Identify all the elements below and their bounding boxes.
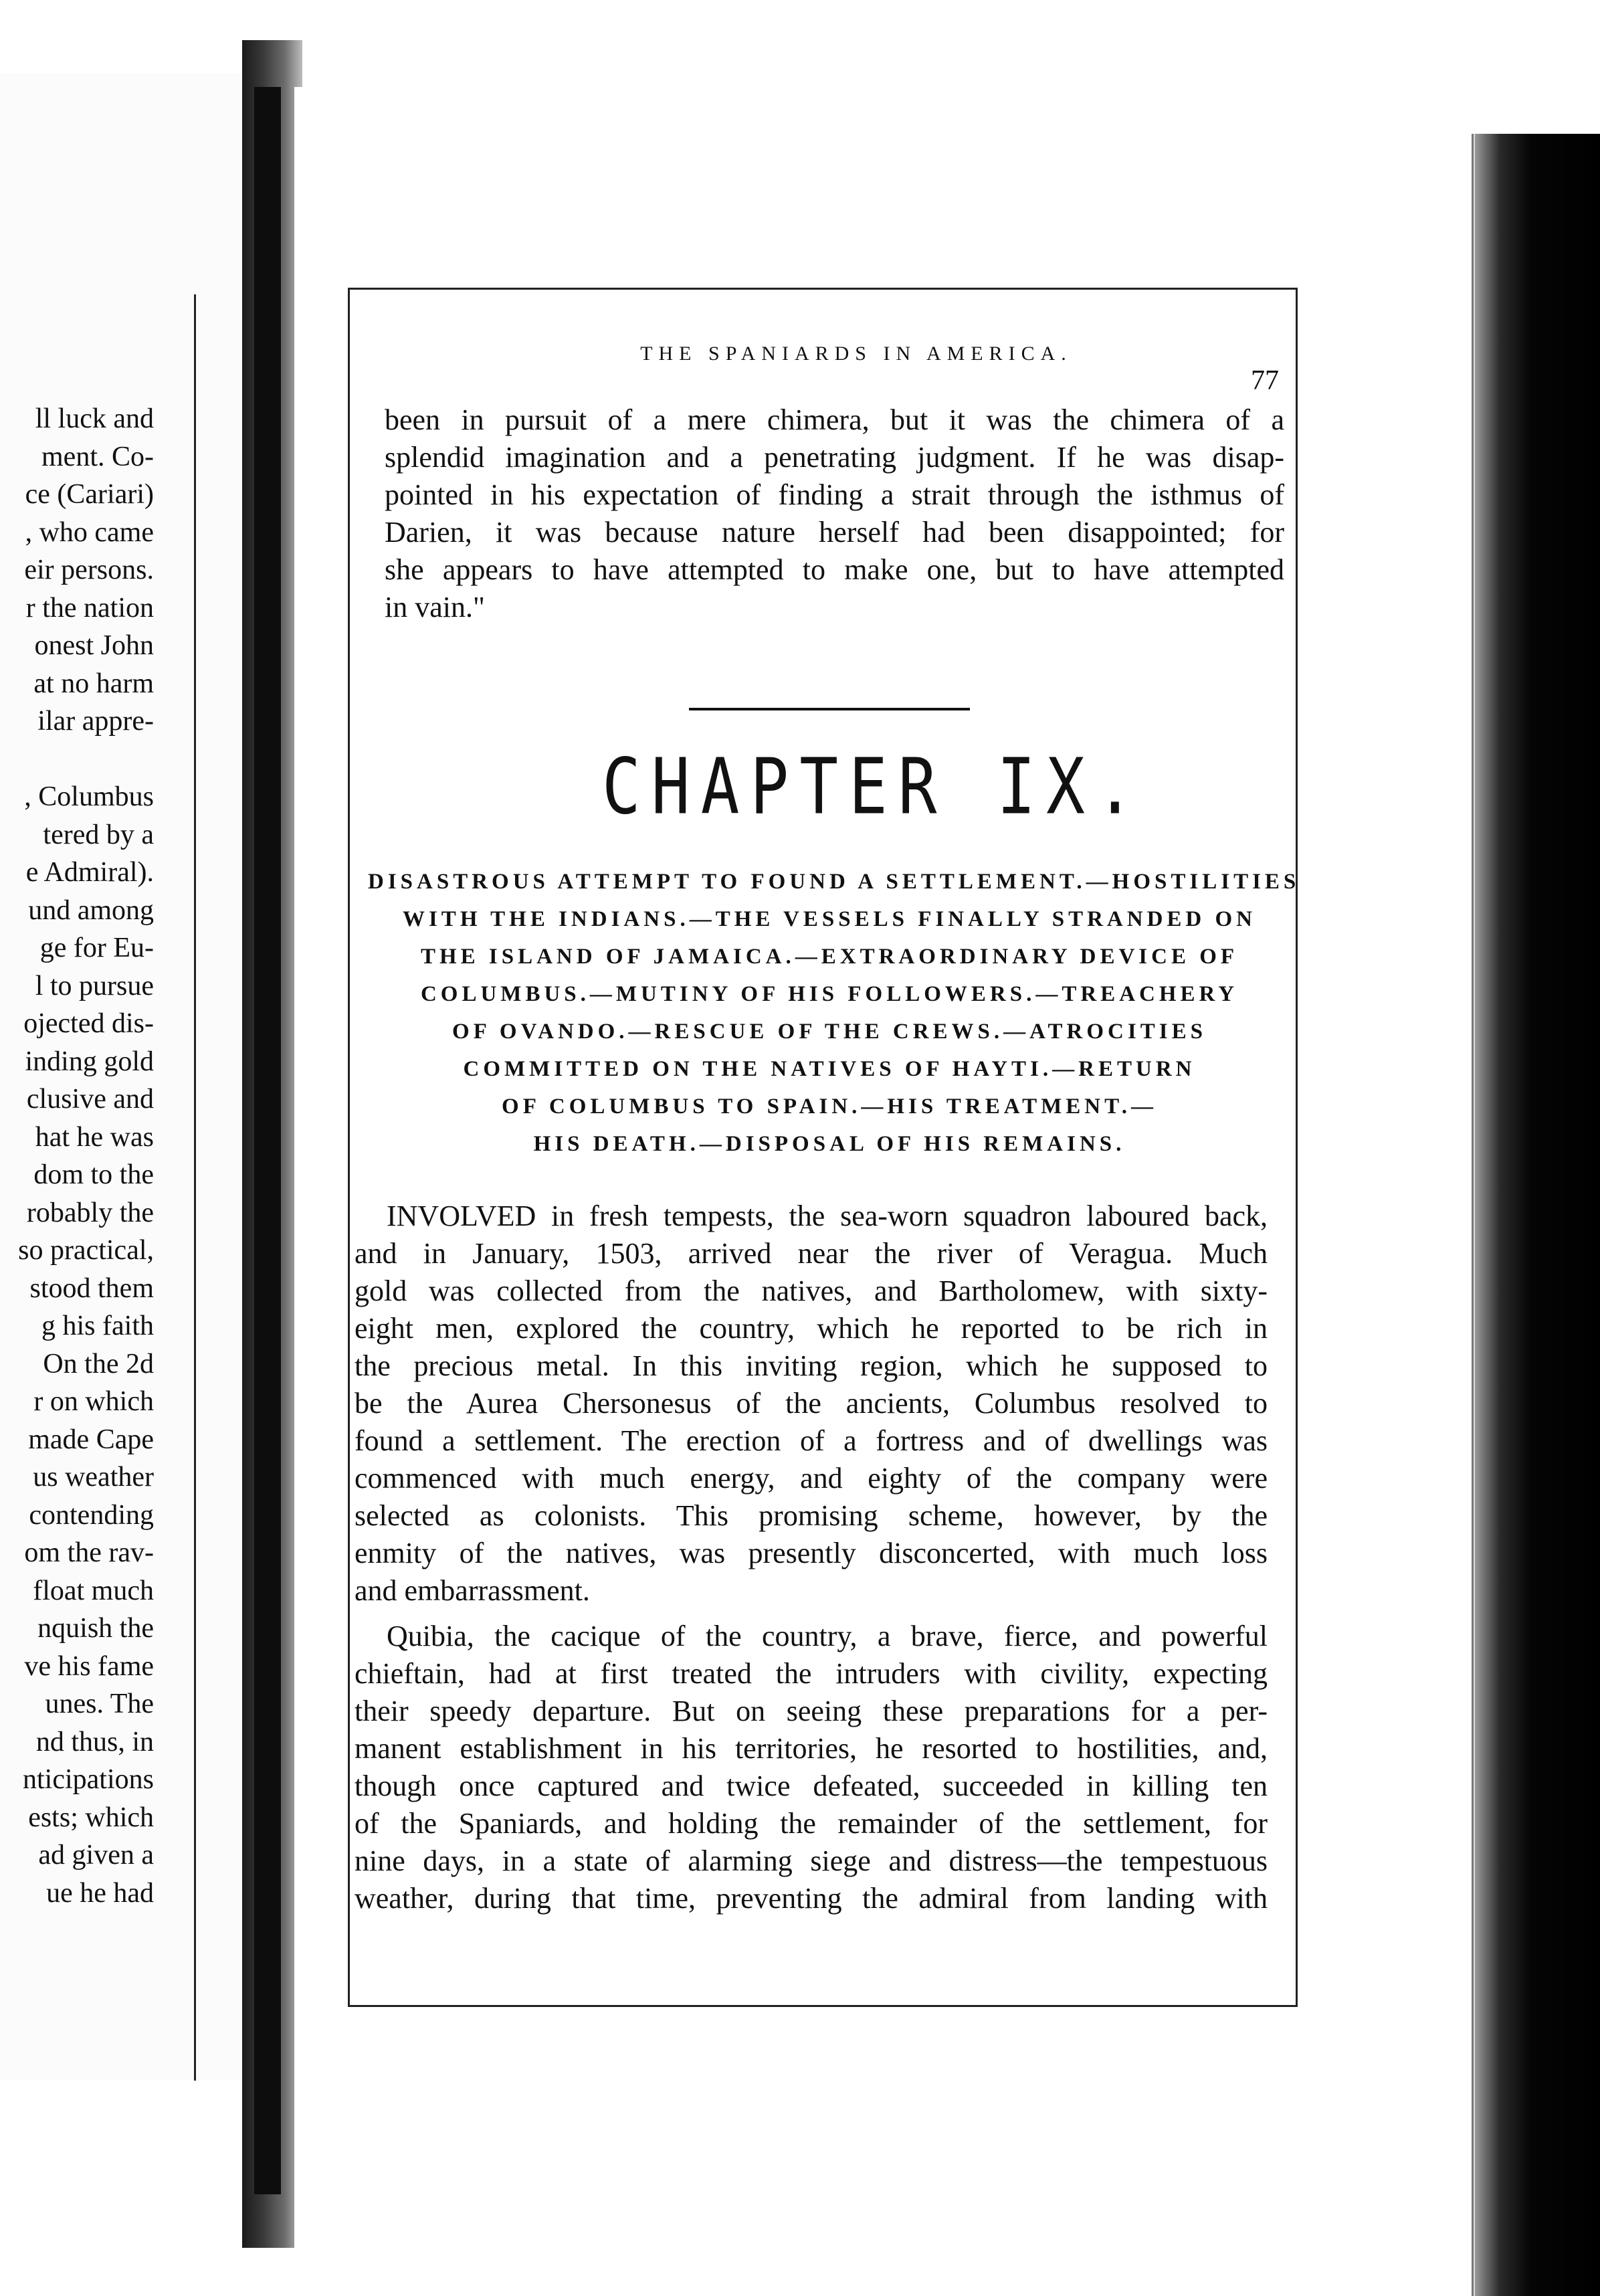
- previous-page-line: ment. Co-: [41, 441, 154, 472]
- body-paragraph-2: [355, 1618, 1268, 1917]
- previous-page-line: , Columbus: [24, 781, 154, 812]
- quote-line: been in pursuit of a mere chimera, but it was the chimera of a: [385, 403, 1284, 436]
- body-line: be the Aurea Chersonesus of the ancients, Columbus resolved to: [355, 1387, 1268, 1420]
- previous-page-line: om the rav-: [24, 1537, 154, 1568]
- quote-ending-paragraph: [385, 401, 1284, 626]
- previous-page-line: nticipations: [23, 1764, 154, 1795]
- body-line: and in January, 1503, arrived near the river of Veragua. Much: [355, 1237, 1268, 1270]
- previous-page-line: unes. The: [45, 1689, 154, 1719]
- chapter-heading: CHAPTER IX.: [602, 741, 1145, 832]
- body-line: their speedy departure. But on seeing these preparations for a per-: [355, 1695, 1268, 1727]
- previous-page-line: [0, 741, 242, 779]
- body-line: commenced with much energy, and eighty of the company were: [355, 1462, 1268, 1495]
- previous-page-line: eir persons.: [24, 555, 154, 585]
- page-number: 77: [1251, 365, 1279, 396]
- body-line: though once captured and twice defeated, succeeded in killing ten: [355, 1769, 1268, 1802]
- previous-page-line: made Cape: [28, 1424, 154, 1455]
- body-line: INVOLVED in fresh tempests, the sea-worn squadron laboured back,: [387, 1200, 1268, 1232]
- section-divider: [689, 708, 970, 710]
- previous-page-line: ests; which: [28, 1802, 154, 1833]
- body-line: eight men, explored the country, which he reported to be rich in: [355, 1312, 1268, 1345]
- body-line: of the Spaniards, and holding the remainder of the settlement, for: [355, 1807, 1268, 1840]
- previous-page-line: so practical,: [18, 1235, 154, 1266]
- previous-page-line: inding gold: [25, 1046, 154, 1077]
- quote-line: pointed in his expectation of finding a strait through the isthmus of: [385, 478, 1284, 511]
- summary-line: OF COLUMBUS TO SPAIN.—HIS TREATMENT.—: [502, 1094, 1157, 1119]
- previous-page-line: contending: [29, 1499, 154, 1531]
- quote-line: Darien, it was because nature herself had been disappointed; for: [385, 516, 1284, 549]
- body-line: weather, during that time, preventing the admiral from landing with: [355, 1882, 1268, 1915]
- previous-page-line: ue he had: [46, 1877, 154, 1909]
- previous-page-line: at no harm: [33, 668, 154, 699]
- quote-line: splendid imagination and a penetrating judgment. If he was disap-: [385, 441, 1284, 474]
- body-line: manent establishment in his territories, he resorted to hostilities, and,: [355, 1732, 1268, 1765]
- previous-page-line: us weather: [33, 1462, 154, 1493]
- body-line: enmity of the natives, was presently disconcerted, with much loss: [355, 1537, 1268, 1569]
- previous-page-line: r on which: [33, 1386, 154, 1417]
- running-head: THE SPANIARDS IN AMERICA.: [640, 343, 1072, 365]
- body-line: Quibia, the cacique of the country, a brave, fierce, and powerful: [387, 1620, 1268, 1652]
- previous-page-line: ad given a: [38, 1840, 154, 1871]
- book-gutter-dark: [254, 87, 281, 2194]
- previous-page-line: ve his fame: [24, 1650, 154, 1682]
- previous-page-line: g his faith: [41, 1311, 154, 1341]
- previous-page-line: hat he was: [35, 1121, 154, 1153]
- previous-page-line: nd thus, in: [35, 1726, 154, 1757]
- scanner-background: [1475, 134, 1600, 2296]
- body-line: nine days, in a state of alarming siege and distress—the tempestuous: [355, 1844, 1268, 1877]
- previous-page-line: nquish the: [37, 1613, 154, 1644]
- previous-page-line: l to pursue: [35, 970, 154, 1001]
- body-line: and embarrassment.: [355, 1574, 590, 1607]
- summary-line: THE ISLAND OF JAMAICA.—EXTRAORDINARY DEVICE OF: [420, 945, 1239, 969]
- previous-page-line: robably the: [26, 1197, 154, 1228]
- summary-line: COMMITTED ON THE NATIVES OF HAYTI.—RETURN: [463, 1057, 1196, 1081]
- previous-page-line: stood them: [29, 1272, 154, 1304]
- body-line: gold was collected from the natives, and Bartholomew, with sixty-: [355, 1274, 1268, 1307]
- previous-page-line: und among: [28, 894, 154, 926]
- chapter-summary: [368, 863, 1300, 1163]
- previous-page-line: , who came: [25, 516, 154, 548]
- previous-page-line: ojected dis-: [23, 1008, 154, 1039]
- previous-page-line: ilar appre-: [37, 706, 154, 737]
- previous-page-line: float much: [33, 1575, 154, 1606]
- quote-line: she appears to have attempted to make one, but to have attempted: [385, 553, 1284, 586]
- previous-page-line: r the nation: [25, 592, 154, 624]
- summary-line: HIS DEATH.—DISPOSAL OF HIS REMAINS.: [533, 1132, 1126, 1156]
- previous-page-line: e Admiral).: [25, 857, 154, 888]
- body-line: the precious metal. In this inviting region, which he supposed to: [355, 1349, 1268, 1382]
- quote-line: in vain.": [385, 591, 485, 624]
- previous-page-line: clusive and: [26, 1084, 154, 1115]
- summary-line: OF OVANDO.—RESCUE OF THE CREWS.—ATROCITIES: [452, 1020, 1207, 1044]
- previous-page-line: ll luck and: [35, 403, 154, 434]
- previous-page-line: ce (Cariari): [25, 479, 154, 510]
- summary-line: DISASTROUS ATTEMPT TO FOUND A SETTLEMENT.—HOSTILITIES: [368, 870, 1300, 894]
- previous-page-text: [0, 400, 242, 1912]
- previous-page-line: onest John: [34, 630, 154, 661]
- summary-line: COLUMBUS.—MUTINY OF HIS FOLLOWERS.—TREACHERY: [420, 982, 1239, 1006]
- previous-page-line: tered by a: [43, 819, 154, 850]
- body-line: selected as colonists. This promising scheme, however, by the: [355, 1499, 1268, 1532]
- summary-line: WITH THE INDIANS.—THE VESSELS FINALLY STRANDED ON: [402, 907, 1257, 931]
- previous-page-line: On the 2d: [43, 1348, 154, 1379]
- body-line: chieftain, had at first treated the intruders with civility, expecting: [355, 1657, 1268, 1690]
- previous-page-line: ge for Eu-: [39, 933, 154, 963]
- previous-page-line: dom to the: [33, 1159, 154, 1190]
- body-line: found a settlement. The erection of a fortress and of dwellings was: [355, 1424, 1268, 1457]
- body-paragraph-1: [355, 1198, 1268, 1610]
